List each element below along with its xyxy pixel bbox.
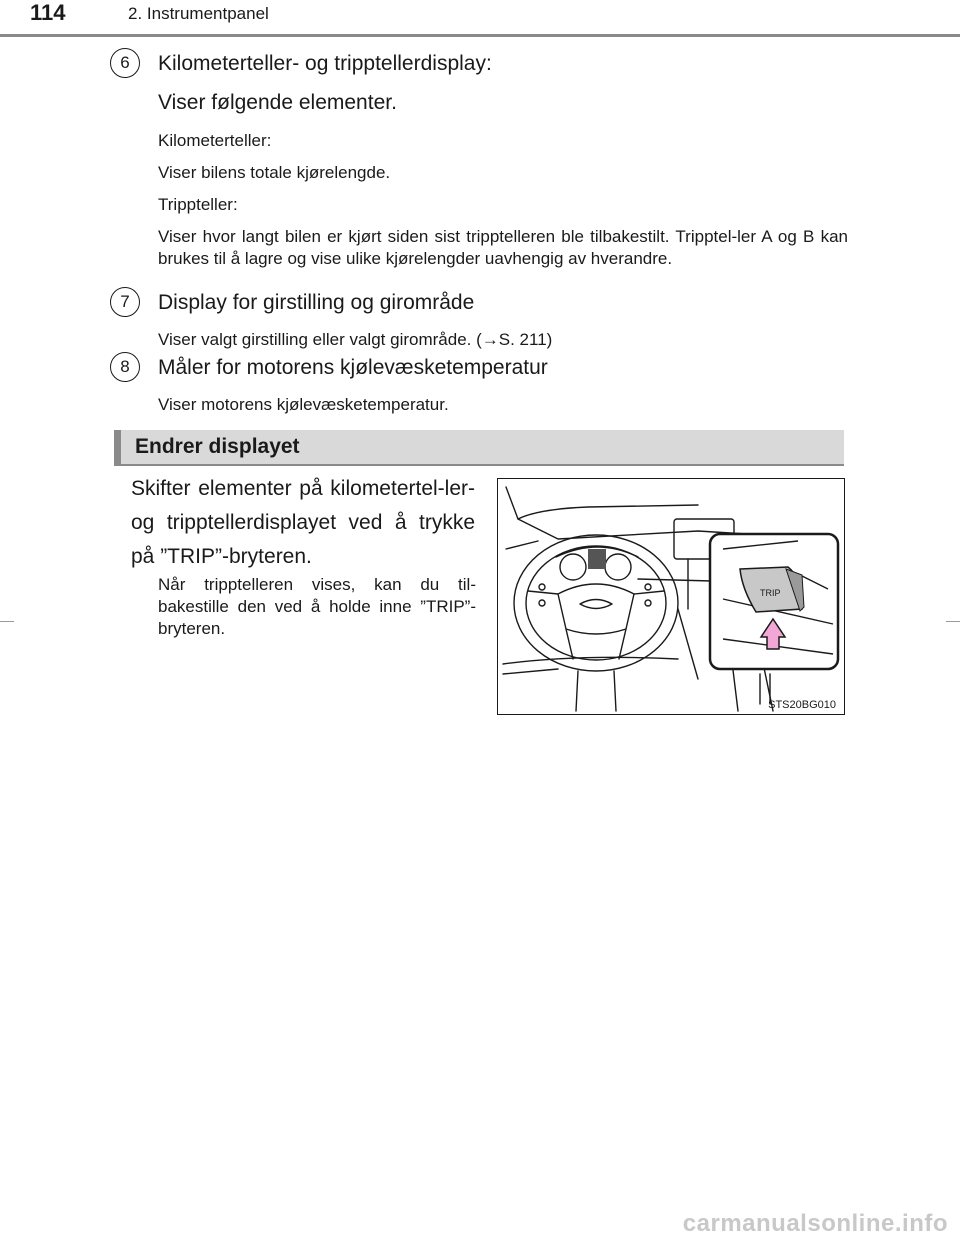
odometer-heading: Kilometerteller:	[158, 131, 272, 150]
item-desc: Viser valgt girstilling eller valgt girområde. (→S. 211)	[158, 330, 553, 349]
header-divider	[0, 34, 960, 37]
page-number: 114	[30, 0, 66, 25]
crop-mark-left	[0, 621, 14, 622]
item-coolant-gauge	[110, 352, 850, 416]
steering-wheel-drawing	[498, 479, 843, 713]
item-odometer-trip	[110, 48, 850, 270]
item-shift-display	[110, 287, 850, 351]
item-number-badge: 8	[110, 352, 140, 382]
section-title: Endrer displayet	[135, 435, 300, 458]
chapter-title: 2. Instrumentpanel	[128, 4, 269, 23]
odometer-desc: Viser bilens totale kjørelengde.	[158, 163, 391, 182]
item-number-badge: 7	[110, 287, 140, 317]
section-note: Når tripptelleren vises, kan du til-bakestille den ved å holde inne ”TRIP”-bryteren.	[158, 575, 476, 638]
crop-mark-right	[946, 621, 960, 622]
section-intro: Skifter elementer på kilometertel-ler- og tripptellerdisplayet ved å trykke på ”TRIP”-bryteren.	[131, 477, 475, 568]
section-header	[114, 430, 844, 466]
item-desc: Viser motorens kjølevæsketemperatur.	[158, 395, 449, 414]
trip-heading: Trippteller:	[158, 195, 238, 214]
figure-code: STS20BG010	[768, 699, 836, 711]
trip-desc: Viser hvor langt bilen er kjørt siden sist tripptelleren ble tilbakestilt. Tripptel-ler A og B kan brukes til å lagre og vise ulike kjørelengder uavhengig av hverandre.	[158, 227, 848, 268]
item-title: Kilometerteller- og tripptellerdisplay:	[158, 52, 492, 75]
item-title: Display for girstilling og girområde	[158, 291, 475, 314]
dashboard-illustration	[497, 478, 845, 715]
trip-button-label: TRIP	[760, 588, 781, 598]
watermark-text: carmanualsonline.info	[682, 1210, 948, 1237]
item-number-badge: 6	[110, 48, 140, 78]
item-subtitle: Viser følgende elementer.	[158, 91, 397, 114]
item-title: Måler for motorens kjølevæsketemperatur	[158, 356, 548, 379]
